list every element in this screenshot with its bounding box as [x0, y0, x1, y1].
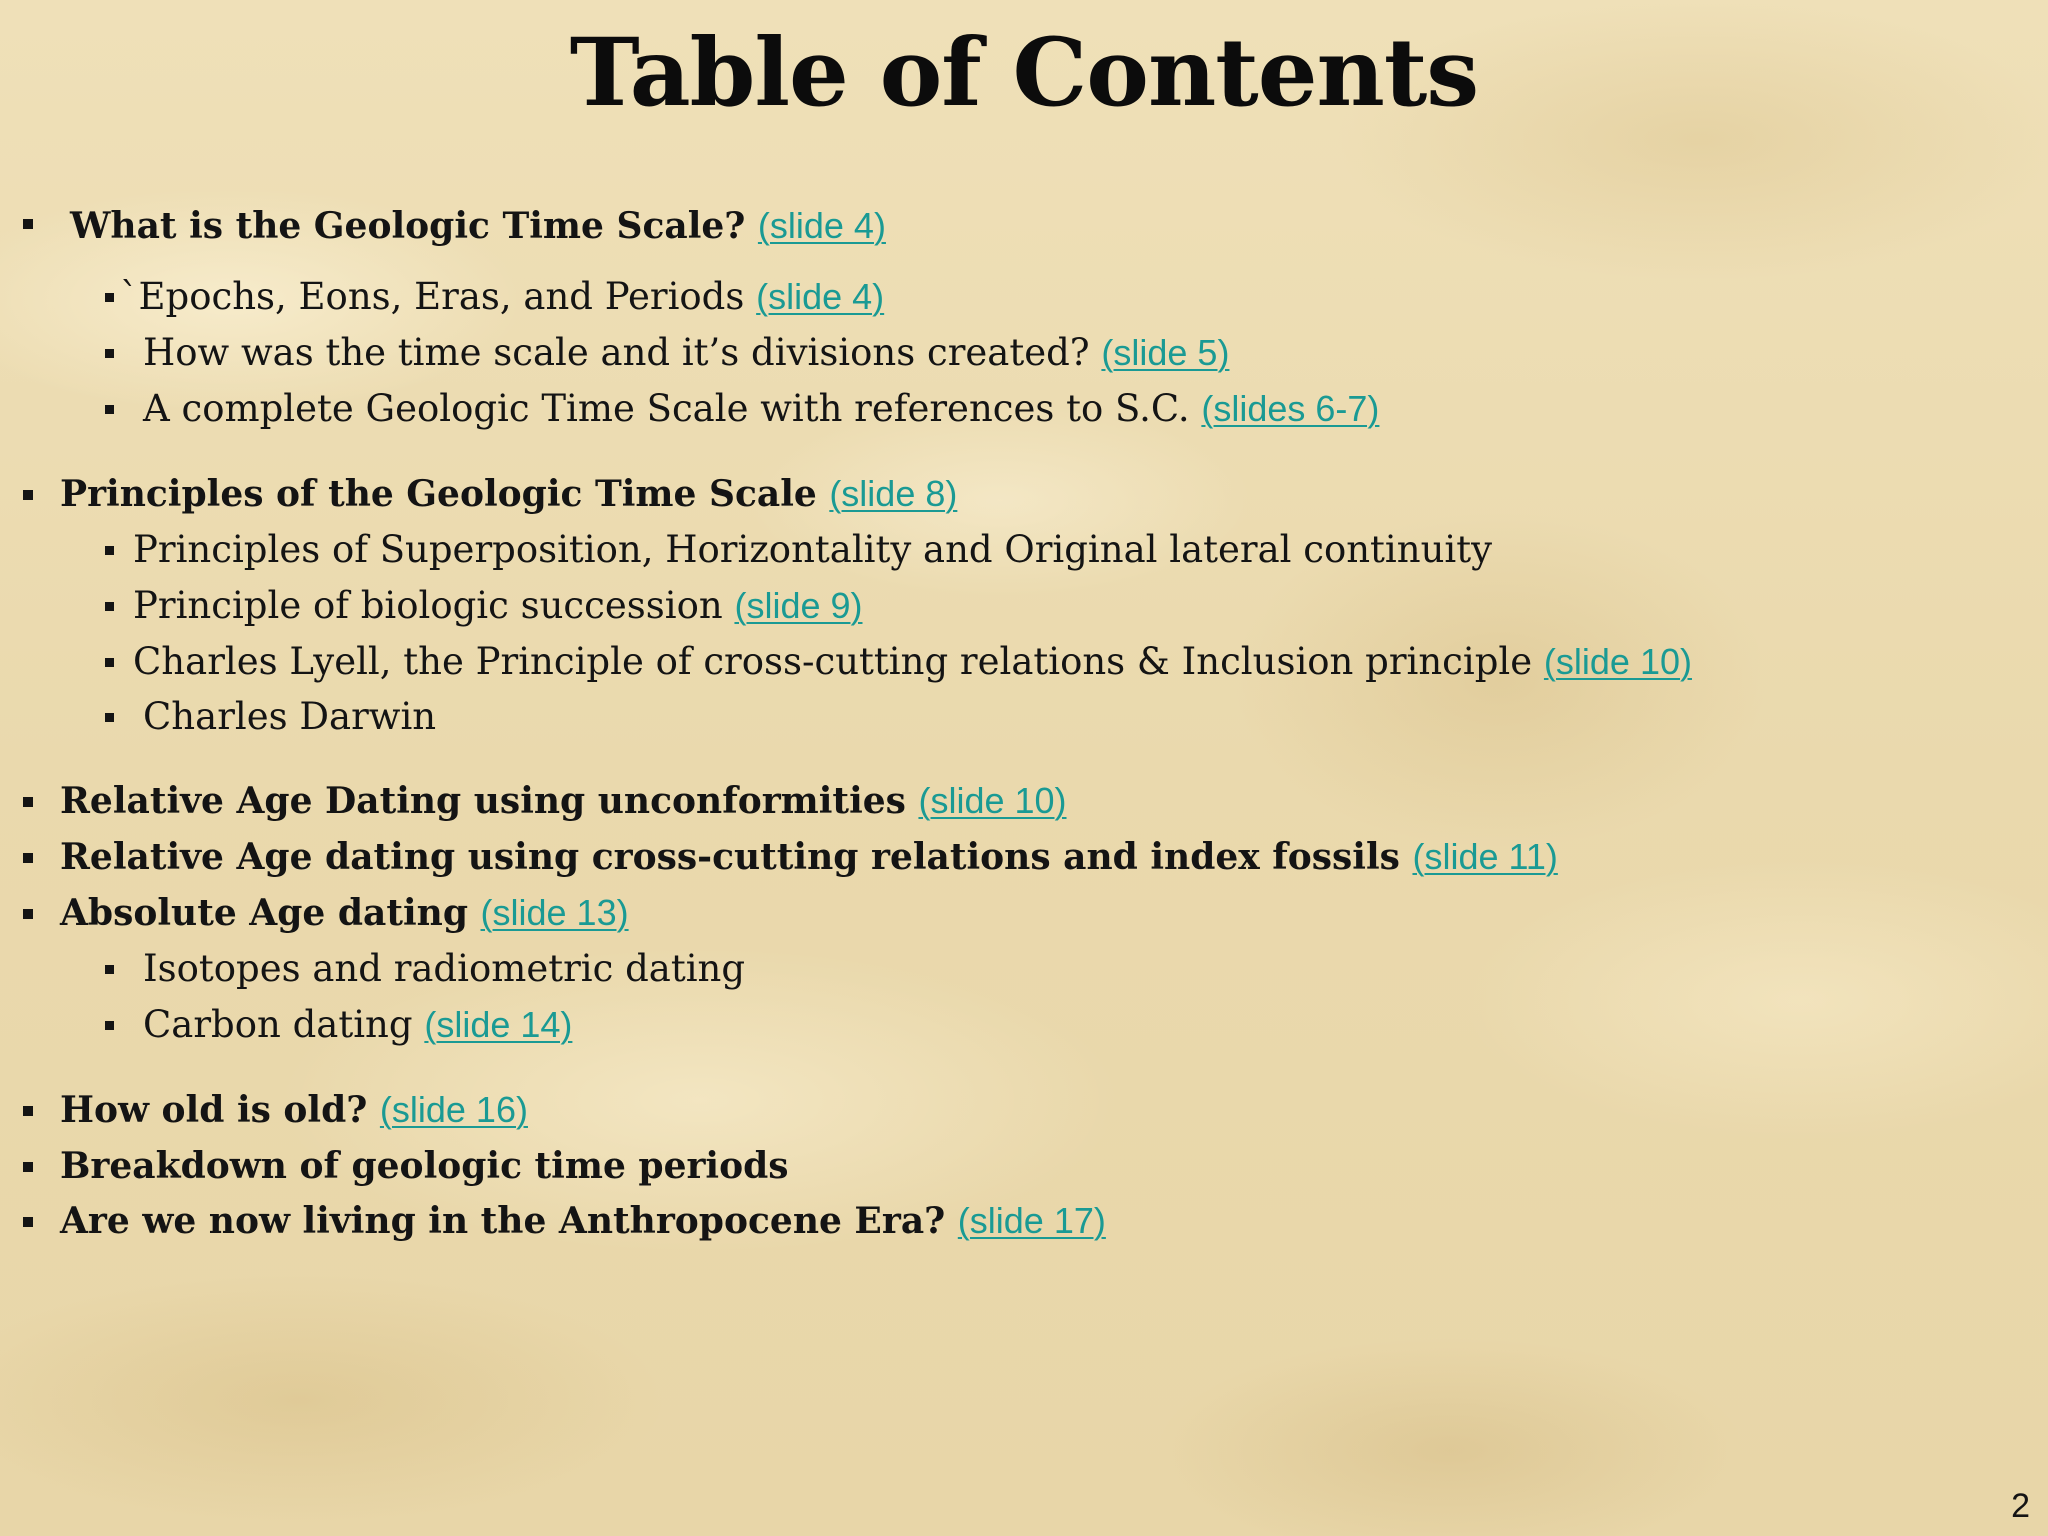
bullet-icon [105, 546, 114, 555]
toc-subitem-charles-darwin [143, 695, 436, 739]
slide-link[interactable]: (slide 16) [379, 1089, 528, 1130]
toc-item-label: `Epochs, Eons, Eras, and Periods [120, 275, 757, 318]
toc-item-principles [60, 472, 957, 516]
toc-subitem-time-scale-creation [143, 331, 1229, 375]
toc-item-anthropocene [60, 1199, 1106, 1243]
bullet-icon [105, 713, 114, 722]
toc-subitem-complete-time-scale [143, 387, 1379, 431]
slide-link[interactable]: (slide 10) [1543, 641, 1692, 682]
toc-item-breakdown [60, 1144, 789, 1188]
bullet-icon [105, 658, 114, 667]
toc-item-label: Charles Lyell, the Principle of cross-cutting relations & Inclusion principle [133, 640, 1544, 683]
toc-item-label: Breakdown of geologic time periods [60, 1145, 789, 1187]
toc-subitem-epochs [120, 275, 884, 319]
slide-title: Table of Contents [569, 18, 1479, 128]
bullet-icon [105, 293, 114, 302]
bullet-icon [23, 797, 33, 807]
toc-item-label: How old is old? [60, 1089, 380, 1131]
toc-item-label: What is the Geologic Time Scale? [70, 205, 758, 247]
page-number: 2 [2011, 1487, 2030, 1525]
toc-item-label: Principles of the Geologic Time Scale [60, 473, 830, 515]
slide-link[interactable]: (slide 9) [734, 585, 863, 626]
bullet-icon [23, 853, 33, 863]
toc-subitem-charles-lyell [133, 640, 1692, 684]
slide-link[interactable]: (slide 11) [1412, 836, 1558, 877]
bullet-icon [23, 909, 33, 919]
slide-link[interactable]: (slide 13) [480, 892, 629, 933]
toc-item-how-old [60, 1088, 528, 1132]
toc-item-label: Principle of biologic succession [133, 584, 735, 627]
bullet-icon [23, 219, 33, 229]
toc-item-absolute-age [60, 891, 629, 935]
toc-item-label: Carbon dating [143, 1003, 425, 1046]
slide-link[interactable]: (slide 10) [918, 780, 1067, 821]
bullet-icon [23, 490, 33, 500]
toc-item-label: Absolute Age dating [60, 892, 481, 934]
slide-link[interactable]: (slide 5) [1101, 332, 1230, 373]
toc-item-geologic-time-scale [70, 204, 886, 248]
bullet-icon [105, 965, 114, 974]
toc-item-cross-cutting [60, 835, 1558, 879]
toc-subitem-isotopes [143, 947, 745, 991]
slide-link[interactable]: (slide 17) [957, 1200, 1106, 1241]
slide-link[interactable]: (slide 4) [756, 276, 885, 317]
bullet-icon [105, 1021, 114, 1030]
slide-link[interactable]: (slide 14) [424, 1004, 573, 1045]
bullet-icon [105, 602, 114, 611]
bullet-icon [23, 1217, 33, 1227]
toc-item-label: Relative Age Dating using unconformities [60, 780, 919, 822]
toc-item-label: Charles Darwin [143, 695, 437, 738]
slide-link[interactable]: (slide 8) [829, 473, 958, 514]
bullet-icon [23, 1106, 33, 1116]
toc-item-label: How was the time scale and it’s divisions created? [143, 331, 1102, 374]
toc-subitem-superposition [133, 528, 1492, 572]
bullet-icon [105, 405, 114, 414]
toc-subitem-carbon-dating [143, 1003, 572, 1047]
slide-link[interactable]: (slides 6-7) [1201, 388, 1380, 429]
toc-item-label: Principles of Superposition, Horizontality and Original lateral continuity [133, 528, 1493, 571]
bullet-icon [105, 349, 114, 358]
slide-link[interactable]: (slide 4) [757, 205, 886, 246]
toc-item-unconformities [60, 779, 1067, 823]
toc-item-label: A complete Geologic Time Scale with references to S.C. [143, 387, 1202, 430]
toc-item-label: Relative Age dating using cross-cutting relations and index fossils [60, 836, 1413, 878]
bullet-icon [23, 1162, 33, 1172]
toc-subitem-biologic-succession [133, 584, 863, 628]
toc-item-label: Isotopes and radiometric dating [143, 947, 746, 990]
toc-item-label: Are we now living in the Anthropocene Era? [60, 1200, 958, 1242]
